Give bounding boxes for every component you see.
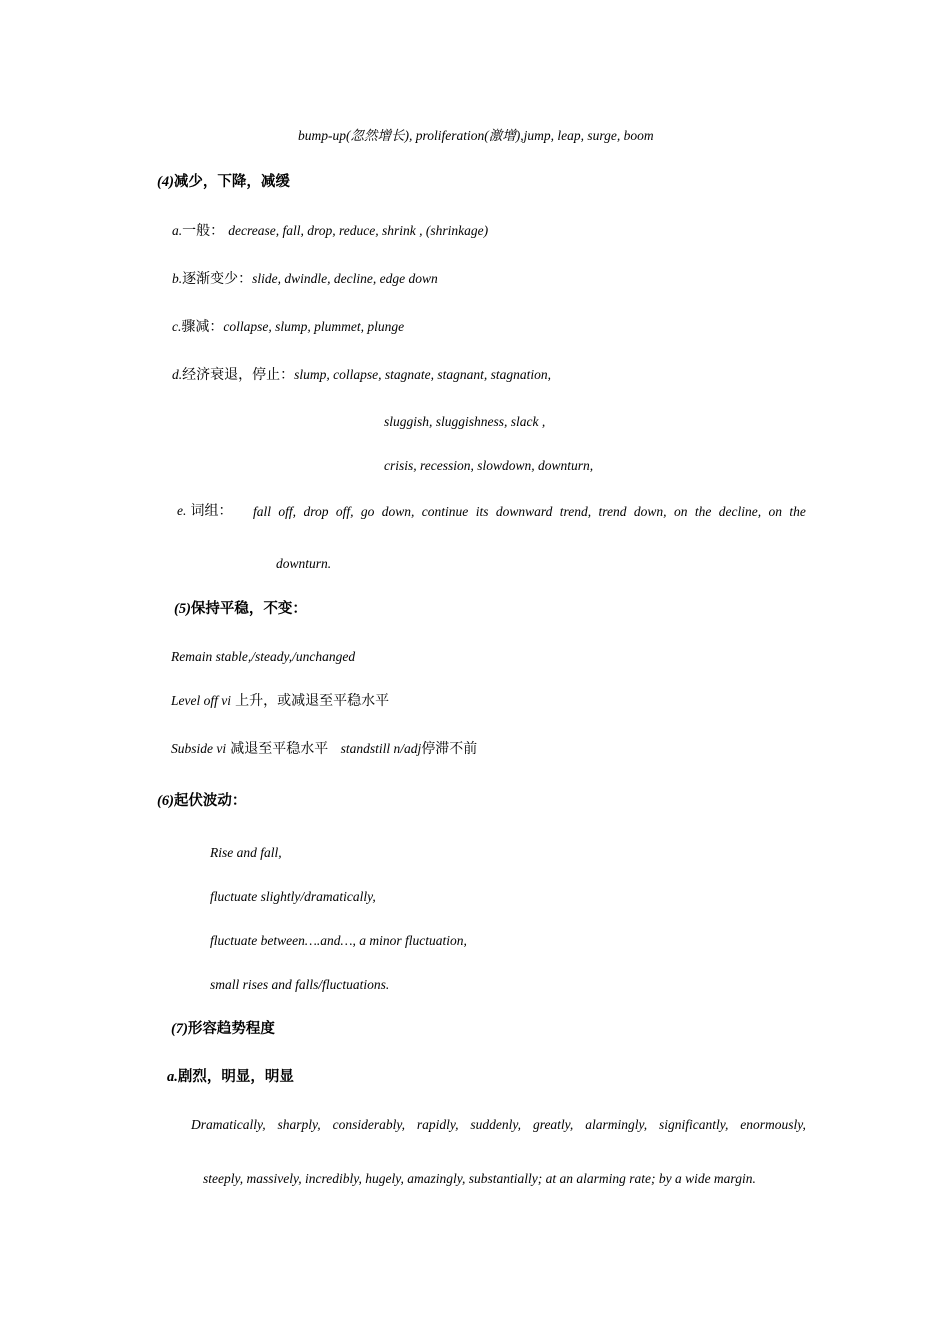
adverb-word: Dramatically,: [191, 1117, 266, 1132]
phrase-word: trend: [598, 504, 627, 519]
phrase-word: on: [673, 504, 688, 519]
phrase-word: fall: [253, 504, 272, 519]
phrase-word: the: [789, 504, 806, 519]
term-chinese: 停滞不前: [421, 741, 478, 757]
section-title: 减少，下降，减缓: [173, 174, 290, 190]
item-english: slump, collapse, stagnate, stagnant, stagnation,: [294, 367, 552, 382]
phrase-word: trend,: [559, 504, 592, 519]
adverb-word: suddenly,: [470, 1117, 522, 1132]
section-title: 保持平稳，不变：: [190, 601, 307, 617]
section-number: (7): [171, 1021, 188, 1037]
adverbs-line-1: [191, 1118, 806, 1132]
adverb-word: enormously,: [740, 1117, 806, 1132]
stable-line-1: Remain stable,/steady,/unchanged: [171, 649, 356, 664]
item-c-sharp: [172, 320, 404, 334]
item-english: decrease, fall, drop, reduce, shrink , (shrinkage): [228, 223, 489, 238]
term-english: standstill n/adj: [340, 741, 422, 756]
phrase-word: downward: [495, 504, 553, 519]
item-e-continued: downturn.: [276, 556, 332, 571]
section-heading-stable: [174, 602, 307, 617]
item-chinese: 一般：: [182, 223, 225, 239]
item-e-phrases: [253, 505, 806, 519]
term-english: Level off vi: [171, 693, 231, 708]
phrase-word: drop: [303, 504, 329, 519]
phrase-word: off,: [335, 504, 354, 519]
phrase-word: continue: [421, 504, 469, 519]
phrase-word: its: [475, 504, 489, 519]
item-d-continued-1: sluggish, sluggishness, slack ,: [384, 414, 546, 429]
stable-line-3: [171, 742, 477, 756]
section-number: (5): [174, 601, 191, 617]
phrase-word: decline,: [718, 504, 762, 519]
phrase-word: on: [768, 504, 782, 519]
fluctuate-line-1: Rise and fall,: [210, 845, 282, 860]
item-label: b.: [172, 271, 183, 286]
item-english: slide, dwindle, decline, edge down: [252, 271, 438, 286]
adverb-word: sharply,: [277, 1117, 321, 1132]
subheading-title: 剧烈，明显，明显: [177, 1069, 294, 1085]
adverb-word: rapidly,: [416, 1117, 459, 1132]
item-a-general: [172, 224, 488, 238]
item-d-recession: [172, 368, 551, 382]
section-heading-degree: [171, 1022, 275, 1037]
adverb-word: considerably,: [332, 1117, 405, 1132]
adverb-word: significantly,: [659, 1117, 729, 1132]
phrase-word: go: [360, 504, 375, 519]
fluctuate-line-2: fluctuate slightly/dramatically,: [210, 889, 376, 904]
adverb-word: alarmingly,: [585, 1117, 648, 1132]
synonym-line-increase-sudden: bump-up(忽然增长), proliferation(激增),jump, leap, surge, boom: [298, 128, 654, 143]
phrase-word: down,: [633, 504, 667, 519]
section-number: (4): [157, 174, 174, 190]
fluctuate-line-3: fluctuate between….and…, a minor fluctuation,: [210, 933, 467, 948]
term-english: Subside vi: [171, 741, 227, 756]
item-chinese: 词组：: [190, 503, 233, 519]
item-chinese: 经济衰退，停止：: [182, 367, 295, 383]
subheading-label: a.: [167, 1069, 178, 1085]
term-chinese: 减退至平稳水平: [230, 741, 329, 757]
adverbs-line-2: steeply, massively, incredibly, hugely, amazingly, substantially; at an alarming rate; by a wide margin.: [203, 1171, 756, 1186]
section-heading-decrease: [157, 175, 290, 190]
section-number: (6): [157, 793, 174, 809]
section-title: 起伏波动：: [173, 793, 247, 809]
item-label: e.: [177, 503, 187, 518]
phrase-word: the: [694, 504, 712, 519]
section-heading-fluctuate: [157, 794, 246, 809]
section-title: 形容趋势程度: [187, 1021, 275, 1037]
phrase-word: down,: [381, 504, 415, 519]
stable-line-2: [171, 694, 389, 708]
item-chinese: 骤减：: [181, 319, 224, 335]
item-b-gradual: [172, 272, 438, 286]
term-chinese: 上升，或减退至平稳水平: [235, 693, 390, 709]
item-label: a.: [172, 223, 183, 238]
item-english: collapse, slump, plummet, plunge: [223, 319, 405, 334]
item-chinese: 逐渐变少：: [182, 271, 253, 287]
item-d-continued-2: crisis, recession, slowdown, downturn,: [384, 458, 594, 473]
fluctuate-line-4: small rises and falls/fluctuations.: [210, 977, 390, 992]
item-label: c.: [172, 319, 182, 334]
phrase-word: off,: [278, 504, 297, 519]
subheading-dramatic: [167, 1070, 294, 1085]
adverb-word: greatly,: [532, 1117, 574, 1132]
item-label: d.: [172, 367, 183, 382]
item-e-label-group: [177, 504, 233, 518]
